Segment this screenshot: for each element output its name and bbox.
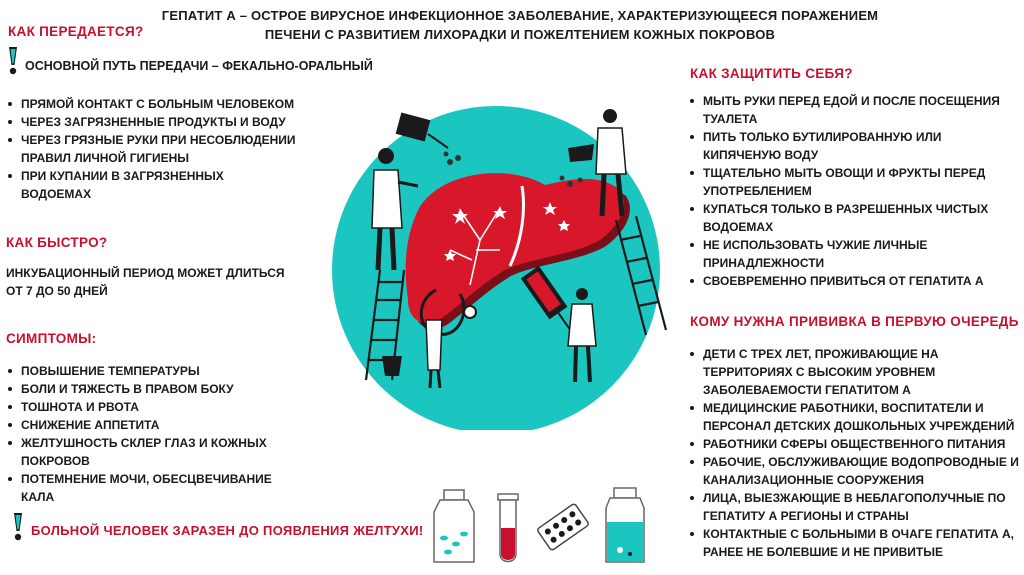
- list-item: СВОЕВРЕМЕННО ПРИВИТЬСЯ ОТ ГЕПАТИТА А: [688, 272, 1008, 290]
- list-item: ПОВЫШЕНИЕ ТЕМПЕРАТУРЫ: [6, 362, 281, 380]
- protect-list: [688, 92, 1008, 290]
- page-title: [140, 6, 900, 44]
- list-item: ПРИ КУПАНИИ В ЗАГРЯЗНЕННЫХ ВОДОЕМАХ: [6, 167, 296, 203]
- symptoms-list: [6, 362, 281, 506]
- exclamation-icon: [11, 512, 25, 542]
- warning-text: БОЛЬНОЙ ЧЕЛОВЕК ЗАРАЗЕН ДО ПОЯВЛЕНИЯ ЖЕЛТУХИ!: [31, 523, 424, 538]
- list-item: ЧЕРЕЗ ГРЯЗНЫЕ РУКИ ПРИ НЕСОБЛЮДЕНИИ ПРАВИЛ ЛИЧНОЙ ГИГИЕНЫ: [6, 131, 296, 167]
- list-item: РАБОТНИКИ СФЕРЫ ОБЩЕСТВЕННОГО ПИТАНИЯ: [688, 435, 1022, 453]
- bottle-icon: [428, 488, 480, 566]
- jar-icon: [600, 486, 650, 566]
- test-tube-icon: [494, 492, 522, 566]
- main-route-text: ОСНОВНОЙ ПУТЬ ПЕРЕДАЧИ – ФЕКАЛЬНО-ОРАЛЬНЫЙ: [25, 59, 373, 73]
- list-item: ЧЕРЕЗ ЗАГРЯЗНЕННЫЕ ПРОДУКТЫ И ВОДУ: [6, 113, 296, 131]
- list-item: ЖЕЛТУШНОСТЬ СКЛЕР ГЛАЗ И КОЖНЫХ ПОКРОВОВ: [6, 434, 281, 470]
- speed-heading: КАК БЫСТРО?: [6, 235, 108, 250]
- list-item: СНИЖЕНИЕ АППЕТИТА: [6, 416, 281, 434]
- transmission-list: [6, 95, 296, 203]
- list-item: КОНТАКТНЫЕ С БОЛЬНЫМИ В ОЧАГЕ ГЕПАТИТА А, РАНЕЕ НЕ БОЛЕВШИЕ И НЕ ПРИВИТЫЕ: [688, 525, 1022, 561]
- list-item: ТЩАТЕЛЬНО МЫТЬ ОВОЩИ И ФРУКТЫ ПЕРЕД УПОТРЕБЛЕНИЕМ: [688, 164, 1008, 200]
- speed-text: ИНКУБАЦИОННЫЙ ПЕРИОД МОЖЕТ ДЛИТЬСЯ ОТ 7 ДО 50 ДНЕЙ: [6, 266, 285, 298]
- title-line-1: ГЕПАТИТ А – ОСТРОЕ ВИРУСНОЕ ИНФЕКЦИОННОЕ ЗАБОЛЕВАНИЕ, ХАРАКТЕРИЗУЮЩЕЕСЯ ПОРАЖЕНИЕМ: [161, 8, 879, 23]
- symptoms-heading: СИМПТОМЫ:: [6, 331, 97, 346]
- exclamation-icon: [6, 46, 20, 76]
- list-item: КУПАТЬСЯ ТОЛЬКО В РАЗРЕШЕННЫХ ЧИСТЫХ ВОДОЕМАХ: [688, 200, 1008, 236]
- list-item: ЛИЦА, ВЫЕЗЖАЮЩИЕ В НЕБЛАГОПОЛУЧНЫЕ ПО ГЕПАТИТУ А РЕГИОНЫ И СТРАНЫ: [688, 489, 1022, 525]
- vaccine-list: [688, 345, 1022, 561]
- list-item: ПОТЕМНЕНИЕ МОЧИ, ОБЕСЦВЕЧИВАНИЕ КАЛА: [6, 470, 281, 506]
- list-item: ТОШНОТА И РВОТА: [6, 398, 281, 416]
- list-item: МЕДИЦИНСКИЕ РАБОТНИКИ, ВОСПИТАТЕЛИ И ПЕРСОНАЛ ДЕТСКИХ ДОШКОЛЬНЫХ УЧРЕЖДЕНИЙ: [688, 399, 1022, 435]
- vaccine-heading: КОМУ НУЖНА ПРИВИВКА В ПЕРВУЮ ОЧЕРЕДЬ: [690, 314, 1019, 329]
- list-item: ПИТЬ ТОЛЬКО БУТИЛИРОВАННУЮ ИЛИ КИПЯЧЕНУЮ ВОДУ: [688, 128, 1008, 164]
- pill-blister-icon: [534, 498, 592, 556]
- liver-illustration: [300, 90, 690, 430]
- list-item: ПРЯМОЙ КОНТАКТ С БОЛЬНЫМ ЧЕЛОВЕКОМ: [6, 95, 296, 113]
- list-item: БОЛИ И ТЯЖЕСТЬ В ПРАВОМ БОКУ: [6, 380, 281, 398]
- transmission-heading: КАК ПЕРЕДАЕТСЯ?: [8, 24, 144, 39]
- title-line-2: ПЕЧЕНИ С РАЗВИТИЕМ ЛИХОРАДКИ И ПОЖЕЛТЕНИЕМ КОЖНЫХ ПОКРОВОВ: [264, 27, 776, 42]
- list-item: РАБОЧИЕ, ОБСЛУЖИВАЮЩИЕ ВОДОПРОВОДНЫЕ И КАНАЛИЗАЦИОННЫЕ СООРУЖЕНИЯ: [688, 453, 1022, 489]
- protect-heading: КАК ЗАЩИТИТЬ СЕБЯ?: [690, 66, 853, 81]
- list-item: МЫТЬ РУКИ ПЕРЕД ЕДОЙ И ПОСЛЕ ПОСЕЩЕНИЯ ТУАЛЕТА: [688, 92, 1008, 128]
- list-item: ДЕТИ С ТРЕХ ЛЕТ, ПРОЖИВАЮЩИЕ НА ТЕРРИТОРИЯХ С ВЫСОКИМ УРОВНЕМ ЗАБОЛЕВАЕМОСТИ ГЕПАТИТОМ А: [688, 345, 1022, 399]
- list-item: НЕ ИСПОЛЬЗОВАТЬ ЧУЖИЕ ЛИЧНЫЕ ПРИНАДЛЕЖНОСТИ: [688, 236, 1008, 272]
